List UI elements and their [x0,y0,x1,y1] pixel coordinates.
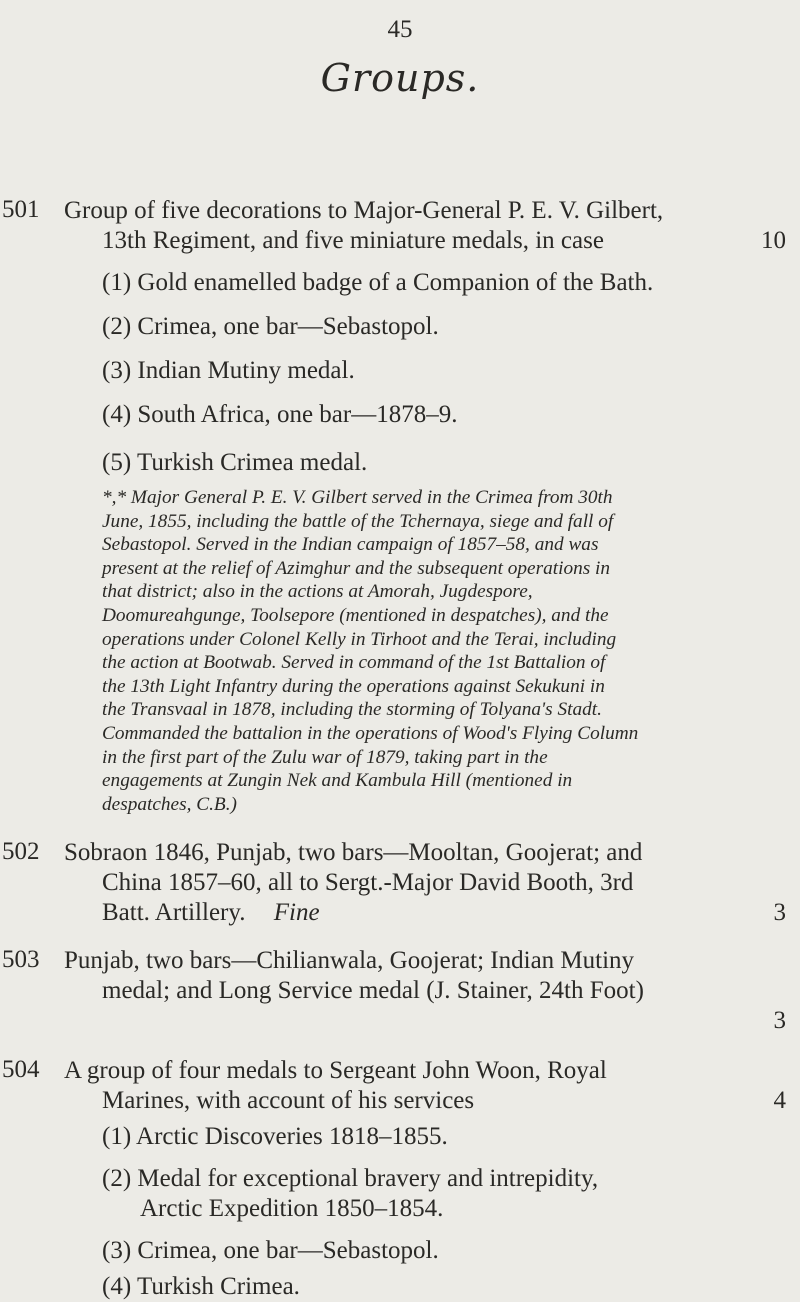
lot-line-text: 13th Regiment, and five miniature medals, in case [102,227,604,254]
lot-number: 502 [2,838,40,865]
lot-line [64,898,796,928]
item-list [64,1122,796,1302]
note-line: Commanded the battalion in the operations of Wood's Flying Column [102,722,639,744]
lot-line: Punjab, two bars—Chilianwala, Goojerat; Indian Mutiny [64,947,635,974]
list-item: (4) South Africa, one bar—1878–9. [102,401,458,428]
lot-estimate: 3 [773,1007,786,1034]
list-item: (1) Arctic Discoveries 1818–1855. [102,1123,448,1150]
lot-line: Group of five decorations to Major-General P. E. V. Gilbert, [64,197,664,224]
section-title: Groups. [320,56,480,100]
list-item: (5) Turkish Crimea medal. [102,449,368,476]
lot-line: Sobraon 1846, Punjab, two bars—Mooltan, Goojerat; and [64,839,643,866]
note-line: June, 1855, including the battle of the Tchernaya, siege and fall of [102,510,614,532]
item-list [64,268,796,478]
note-line: that district; also in the actions at Amorah, Jugdespore, [102,581,533,603]
list-item-continuation: Arctic Expedition 1850–1854. [140,1195,444,1222]
lot-description [64,838,796,928]
note-line: present at the relief of Azimghur and the subsequent operations in [102,557,611,579]
note-line: the Transvaal in 1878, including the storming of Tolyana's Stadt. [102,699,602,721]
condition-remark: Fine [273,899,320,926]
lot-line [64,1086,796,1116]
note-line: *,* Major General P. E. V. Gilbert served in the Crimea from 30th [102,487,613,508]
lot-estimate: 3 [773,899,786,926]
lot-number: 501 [2,196,40,223]
list-item: (4) Turkish Crimea. [102,1273,300,1300]
note-line: the 13th Light Infantry during the operations against Sekukuni in [102,675,605,697]
lot-line: China 1857–60, all to Sergt.-Major David Booth, 3rd [102,869,634,896]
note-line: Doomureahgunge, Toolsepore (mentioned in despatches), and the [102,604,609,626]
note-line: engagements at Zungin Nek and Kambula Hill (mentioned in [102,770,573,792]
note-line: operations under Colonel Kelly in Tirhoot and the Terai, including [102,628,617,650]
lot-estimate: 10 [761,227,786,254]
lot-estimate: 4 [773,1087,786,1114]
lot-number: 504 [2,1056,40,1083]
note-line: despatches, C.B.) [102,793,237,815]
list-item: (1) Gold enamelled badge of a Companion of the Bath. [102,269,654,296]
lot-line-text: Marines, with account of his services [102,1087,475,1114]
list-item: (2) Crimea, one bar—Sebastopol. [102,313,439,340]
note-line: Sebastopol. Served in the Indian campaign of 1857–58, and was [102,534,599,556]
lot-description [64,946,796,1036]
list-item: (3) Indian Mutiny medal. [102,357,355,384]
page-number: 45 [387,16,413,43]
biographical-note [64,486,796,816]
lot-line: medal; and Long Service medal (J. Stainer, 24th Foot) [102,977,644,1004]
lot-line-text: Batt. Artillery. [102,899,246,926]
list-item: (2) Medal for exceptional bravery and intrepidity, [102,1165,599,1192]
lot-description [64,196,796,816]
lot-description [64,1056,796,1302]
lot-line [64,226,796,256]
lot-line: A group of four medals to Sergeant John Woon, Royal [64,1057,607,1084]
note-line: in the first part of the Zulu war of 1879, taking part in the [102,746,548,768]
list-item: (3) Crimea, one bar—Sebastopol. [102,1237,439,1264]
lot-number: 503 [2,946,40,973]
note-line: the action at Bootwab. Served in command of the 1st Battalion of [102,652,606,674]
